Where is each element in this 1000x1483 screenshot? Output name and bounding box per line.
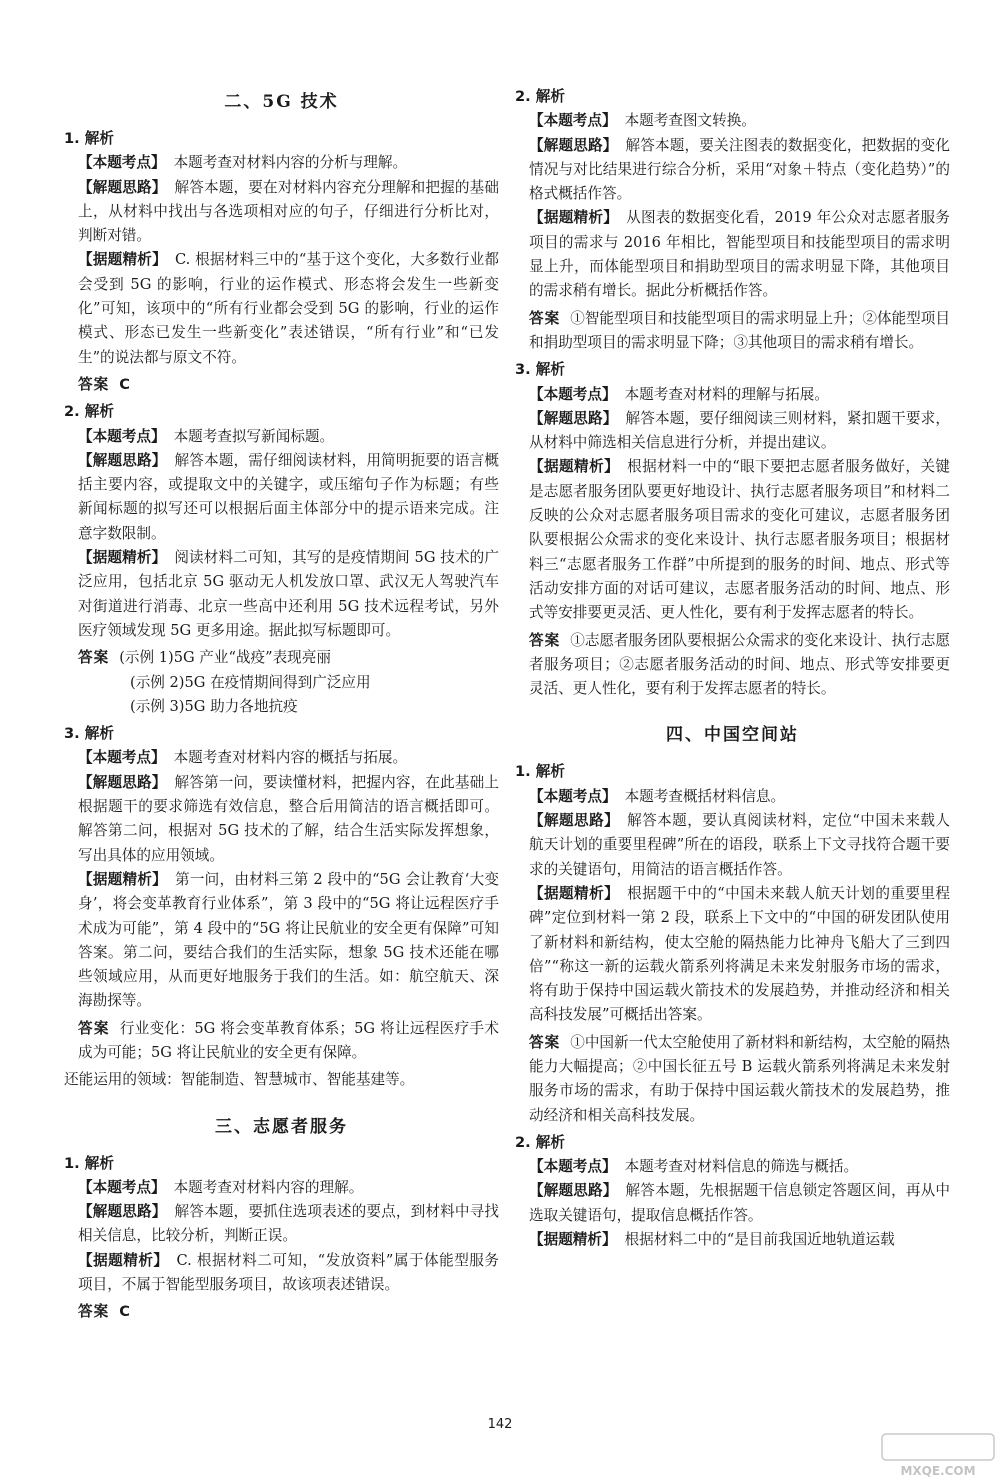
answer-tag: 答案 <box>78 649 110 667</box>
analysis-paragraph <box>78 546 499 643</box>
point-tag: 【本题考点】 <box>78 749 166 767</box>
approach-text: 解答本题，先根据题干信息锁定答题区间，再从中选取关键语句，提取信息概括作答。 <box>529 1182 950 1224</box>
point-paragraph <box>529 383 950 407</box>
approach-paragraph <box>529 809 950 882</box>
analysis-text: 第一问，由材料三第 2 段中的“5G 会让教育‘大变身’，将会变革教育行业体系”，第 3 段中的“5G 将让远程医疗手术成为可能”，第 4 段中的“5G 将让民航业的安全更有保障”可知答案。第二问，要结合我们的生活实际，想象 5G 技术还能在哪些领域应用，从而更好地服务于我们的生活。如：航空航天、深海勘探等。 <box>78 870 499 1010</box>
approach-paragraph <box>78 449 499 546</box>
approach-tag: 【解题思路】 <box>78 178 167 196</box>
right-column <box>515 85 950 1252</box>
section-title: 四、中国空间站 <box>666 725 799 746</box>
answer-line <box>529 307 950 356</box>
point-paragraph <box>529 785 950 809</box>
analysis-tag: 【据题精析】 <box>78 870 168 888</box>
point-tag: 【本题考点】 <box>529 787 617 805</box>
analysis-tag: 【据题精析】 <box>78 1251 169 1269</box>
question-heading: 2. 解析 <box>515 88 565 105</box>
answer-text: C <box>119 375 130 393</box>
analysis-tag: 【据题精析】 <box>529 1231 617 1249</box>
analysis-paragraph <box>78 248 499 369</box>
answer-text: C <box>119 1303 130 1321</box>
analysis-paragraph <box>529 1228 950 1252</box>
approach-text: 解答第一问，要读懂材料，把握内容，在此基础上根据题干的要求筛选有效信息，整合后用简洁的语言概括即可。解答第二问，根据对 5G 技术的了解，结合生活实际发挥想象，写出具体的应用领域。 <box>78 773 499 864</box>
point-paragraph <box>529 1155 950 1179</box>
question-heading: 3. 解析 <box>64 725 114 743</box>
analysis-tag: 【据题精析】 <box>529 884 620 902</box>
point-tag: 【本题考点】 <box>529 112 617 130</box>
approach-paragraph <box>529 407 950 456</box>
watermark-logo <box>880 1432 996 1480</box>
point-paragraph <box>529 109 950 133</box>
point-tag: 【本题考点】 <box>529 1158 617 1176</box>
page-number: 142 <box>487 1417 513 1432</box>
answer-line <box>78 1017 499 1066</box>
approach-text: 解答本题，要仔细阅读三则材料，紧扣题干要求，从材料中筛选相关信息进行分析，并提出建议。 <box>529 409 950 452</box>
question-heading: 2. 解析 <box>515 1133 565 1151</box>
point-tag: 【本题考点】 <box>78 154 166 172</box>
question-heading: 1. 解析 <box>64 1154 114 1172</box>
approach-tag: 【解题思路】 <box>529 1182 618 1200</box>
approach-text: 解答本题，要关注图表的数据变化，把数据的变化情况与对比结果进行综合分析，采用“对象＋特点（变化趋势）”的格式概括作答。 <box>529 136 950 203</box>
spacer <box>64 1096 499 1110</box>
spacer <box>515 704 950 718</box>
question-heading: 3. 解析 <box>515 361 565 379</box>
approach-paragraph <box>529 134 950 207</box>
answer-text: ①智能型项目和技能型项目的需求明显上升；②体能型项目和捐助型项目的需求明显下降；③其他项目的需求稍有增长。 <box>529 309 950 351</box>
point-text: 本题考查对材料内容的分析与理解。 <box>173 154 408 172</box>
answer-line <box>529 629 950 702</box>
point-paragraph <box>78 151 499 175</box>
point-text: 本题考查图文转换。 <box>624 112 756 130</box>
analysis-tag: 【据题精析】 <box>529 209 619 227</box>
analysis-text: 根据题干中的“中国未来载人航天计划的重要里程碑”定位到材料一第 2 段，联系上下文中的“中国的研发团队使用了新材料和新结构，使太空舱的隔热能力比神舟飞船大了三到四倍”“称这一新的运载火箭系列将满足未来发射服务市场的需求，将有助于保持中国运载火箭技术的发展趋势，并推动经济和相关高科技发展”可概括出答案。 <box>529 884 950 1024</box>
question-heading: 1. 解析 <box>64 130 114 147</box>
section-title: 三、志愿者服务 <box>215 1116 348 1137</box>
point-text: 本题考查对材料的理解与拓展。 <box>624 385 829 403</box>
analysis-paragraph <box>529 882 950 1028</box>
answer-text: 行业变化：5G 将会变革教育体系；5G 将让远程医疗手术成为可能；5G 将让民航业的安全更有保障。 <box>78 1019 499 1061</box>
answer-continuation: 还能运用的领域：智能制造、智慧城市、智能基建等。 <box>64 1071 415 1089</box>
analysis-paragraph <box>529 455 950 625</box>
analysis-text: C. 根据材料二可知，“发放资料”属于体能型服务项目，不属于智能型服务项目，故该项表述错误。 <box>78 1251 499 1294</box>
approach-tag: 【解题思路】 <box>529 136 618 154</box>
approach-text: 解答本题，需仔细阅读材料，用简明扼要的语言概括主要内容，或提取文中的关键字，或压缩句子作为标题；有些新闻标题的拟写还可以根据后面主体部分中的提示语来完成。注意字数限制。 <box>78 451 499 542</box>
answer-tag: 答案 <box>529 1033 561 1051</box>
question-heading: 1. 解析 <box>515 763 565 781</box>
approach-paragraph <box>78 771 499 868</box>
point-paragraph <box>78 425 499 449</box>
analysis-tag: 【据题精析】 <box>529 458 620 476</box>
analysis-text: 从图表的数据变化看，2019 年公众对志愿者服务项目的需求与 2016 年相比，智能型项目和技能型项目的需求明显上升，而体能型项目和捐助型项目的需求明显下降，其他项目的需求稍有增长。据此分析概括作答。 <box>529 209 950 300</box>
approach-tag: 【解题思路】 <box>78 1203 167 1221</box>
answer-line <box>78 646 499 719</box>
answer-text: ①中国新一代太空舱使用了新材料和新结构，太空舱的隔热能力大幅提高；②中国长征五号 B 运载火箭系列将满足未来发射服务市场的需求，有助于保持中国运载火箭技术的发展趋势，推动经济和相关高科技发展。 <box>529 1033 950 1124</box>
point-text: 本题考查对材料内容的理解。 <box>173 1178 364 1196</box>
point-paragraph <box>78 1176 499 1200</box>
answer-tag: 答案 <box>78 375 110 393</box>
answer-text: ①志愿者服务团队要根据公众需求的变化来设计、执行志愿者服务项目；②志愿者服务活动的时间、地点、形式等安排要更灵活、更人性化，要有利于发挥志愿者的特长。 <box>529 631 950 698</box>
approach-text: 解答本题，要抓住选项表述的要点，到材料中寻找相关信息，比较分析，判断正误。 <box>78 1203 499 1245</box>
answer-line <box>78 373 499 397</box>
point-text: 本题考查对材料信息的筛选与概括。 <box>624 1158 859 1176</box>
approach-paragraph <box>78 176 499 249</box>
analysis-text: C. 根据材料三中的“基于这个变化，大多数行业都会受到 5G 的影响，行业的运作模式、形态将会发生一些新变化”可知，该项中的“所有行业都会受到 5G 的影响，行业的运作模式、形态已发生一些新变化”表述错误，“所有行业”和“已发生”的说法都与原文不符。 <box>78 251 499 366</box>
analysis-paragraph <box>78 868 499 1014</box>
question-heading: 2. 解析 <box>64 403 114 421</box>
approach-paragraph <box>78 1200 499 1249</box>
point-text: 本题考查拟写新闻标题。 <box>173 427 335 445</box>
answer-line <box>78 1300 499 1324</box>
analysis-paragraph <box>78 1249 499 1298</box>
approach-paragraph <box>529 1179 950 1228</box>
analysis-tag: 【据题精析】 <box>78 549 167 567</box>
answer-tag: 答案 <box>78 1019 110 1037</box>
point-text: 本题考查概括材料信息。 <box>624 787 786 805</box>
approach-text: 解答本题，要在对材料内容充分理解和把握的基础上，从材料中找出与各选项相对应的句子，仔细进行分析比对，判断对错。 <box>78 178 499 245</box>
left-column <box>64 85 499 1328</box>
approach-text: 解答本题，要认真阅读材料，定位“中国未来载人航天计划的重要里程碑”所在的语段，联系上下文寻找符合题干要求的关键语句，用简洁的语言概括作答。 <box>529 812 950 878</box>
point-paragraph <box>78 746 499 770</box>
answer-example-3: (示例 3)5G 助力各地抗疫 <box>130 697 298 715</box>
answer-tag: 答案 <box>529 309 561 327</box>
section-title: 二、5G 技术 <box>224 92 339 112</box>
approach-tag: 【解题思路】 <box>78 773 167 791</box>
analysis-tag: 【据题精析】 <box>78 251 167 269</box>
analysis-text: 根据材料二中的“是目前我国近地轨道运载 <box>624 1231 895 1249</box>
answer-tag: 答案 <box>529 631 561 649</box>
analysis-paragraph <box>529 206 950 303</box>
analysis-text: 阅读材料二可知，其写的是疫情期间 5G 技术的广泛应用，包括北京 5G 驱动无人机发放口罩、武汉无人驾驶汽车对街道进行消毒、北京一些高中还利用 5G 技术远程考试，另外医疗领域发现 5G 更多用途。据此拟写标题即可。 <box>78 549 499 639</box>
analysis-text: 根据材料一中的“眼下要把志愿者服务做好，关键是志愿者服务团队要更好地设计、执行志愿者服务项目”和材料二反映的公众对志愿者服务项目需求的变化可建议，志愿者服务团队要根据公众需求的变化来设计、执行志愿者服务项目；根据材料三“志愿者服务工作群”中所提到的服务的时间、地点、形式等活动安排方面的对话可建议，志愿者服务活动的时间、地点、形式等安排要更灵活、更人性化，要有利于发挥志愿者的特长。 <box>529 458 950 622</box>
answer-example-1: (示例 1)5G 产业“战疫”表现亮丽 <box>119 649 331 667</box>
point-tag: 【本题考点】 <box>78 1178 166 1196</box>
answer-example-2: (示例 2)5G 在疫情期间得到广泛应用 <box>130 673 371 691</box>
watermark-text: MXQE.COM <box>900 1464 976 1478</box>
answer-tag: 答案 <box>78 1303 110 1321</box>
point-tag: 【本题考点】 <box>529 385 617 403</box>
point-text: 本题考查对材料内容的概括与拓展。 <box>173 749 408 767</box>
approach-tag: 【解题思路】 <box>529 812 620 830</box>
approach-tag: 【解题思路】 <box>78 451 167 469</box>
answer-line <box>529 1031 950 1128</box>
point-tag: 【本题考点】 <box>78 427 166 445</box>
approach-tag: 【解题思路】 <box>529 409 618 427</box>
